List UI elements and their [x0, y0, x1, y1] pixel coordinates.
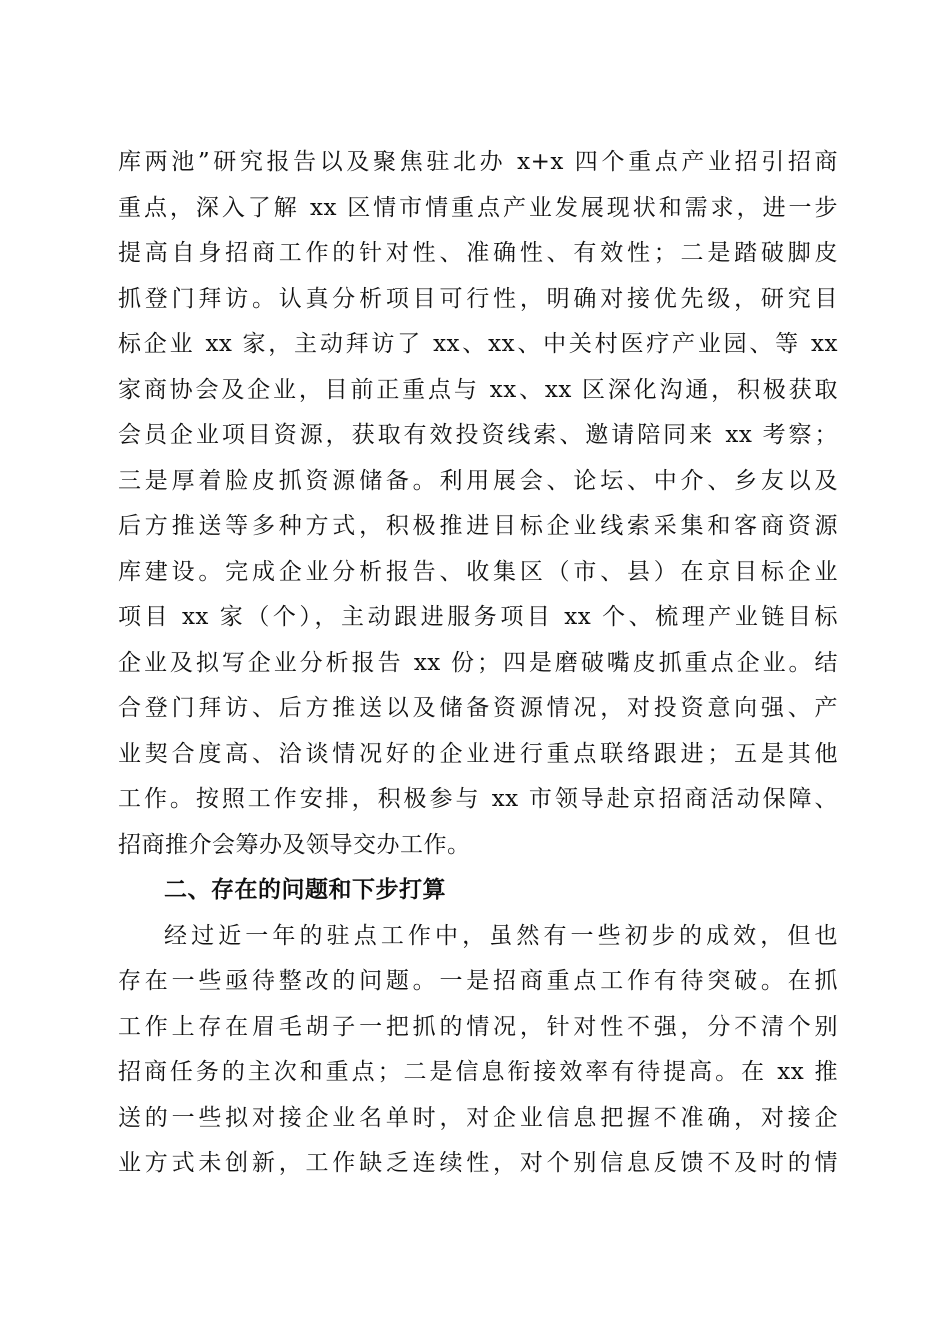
section-heading: 二、存在的问题和下步打算	[164, 877, 446, 903]
text-line: 送的一些拟对接企业名单时，对企业信息把握不准确，对接企	[118, 1104, 838, 1131]
text-line: 家商协会及企业，目前正重点与 xx、xx 区深化沟通，积极获取	[118, 376, 838, 403]
text-line: 工作。按照工作安排，积极参与 xx 市领导赴京招商活动保障、	[118, 786, 838, 812]
paragraph-work-summary	[118, 140, 838, 868]
text-line: 抓登门拜访。认真分析项目可行性，明确对接优先级，研究目	[118, 285, 838, 312]
paragraph-problems	[118, 914, 838, 1187]
text-line: 招商任务的主次和重点；二是信息衔接效率有待提高。在 xx 推	[118, 1059, 838, 1085]
text-line: 后方推送等多种方式，积极推进目标企业线索采集和客商资源	[118, 513, 838, 539]
text-line: 业方式未创新，工作缺乏连续性，对个别信息反馈不及时的情	[118, 1150, 838, 1176]
text-line: 库两池”研究报告以及聚焦驻北办 x+x 四个重点产业招引招商	[118, 149, 838, 175]
text-line: 工作上存在眉毛胡子一把抓的情况，针对性不强，分不清个别	[118, 1013, 838, 1040]
text-line: 存在一些亟待整改的问题。一是招商重点工作有待突破。在抓	[118, 968, 838, 994]
text-line: 项目 xx 家（个），主动跟进服务项目 xx 个、梳理产业链目标	[118, 604, 838, 630]
text-line: 标企业 xx 家，主动拜访了 xx、xx、中关村医疗产业园、等 xx	[118, 331, 838, 357]
text-line: 重点，深入了解 xx 区情市情重点产业发展现状和需求，进一步	[118, 194, 838, 221]
text-line: 业契合度高、洽谈情况好的企业进行重点联络跟进；五是其他	[118, 740, 838, 767]
text-line: 会员企业项目资源，获取有效投资线索、邀请陪同来 xx 考察；	[118, 422, 838, 448]
text-line: 经过近一年的驻点工作中，虽然有一些初步的成效，但也	[164, 922, 838, 949]
text-line: 三是厚着脸皮抓资源储备。利用展会、论坛、中介、乡友以及	[118, 467, 838, 494]
text-line: 提高自身招商工作的针对性、准确性、有效性；二是踏破脚皮	[118, 240, 838, 266]
text-line: 招商推介会筹办及领导交办工作。	[118, 831, 471, 858]
text-line: 企业及拟写企业分析报告 xx 份；四是磨破嘴皮抓重点企业。结	[118, 649, 838, 676]
document-body	[118, 140, 838, 1187]
text-line: 合登门拜访、后方推送以及储备资源情况，对投资意向强、产	[118, 695, 838, 721]
text-line: 库建设。完成企业分析报告、收集区（市、县）在京目标企业	[118, 558, 838, 585]
